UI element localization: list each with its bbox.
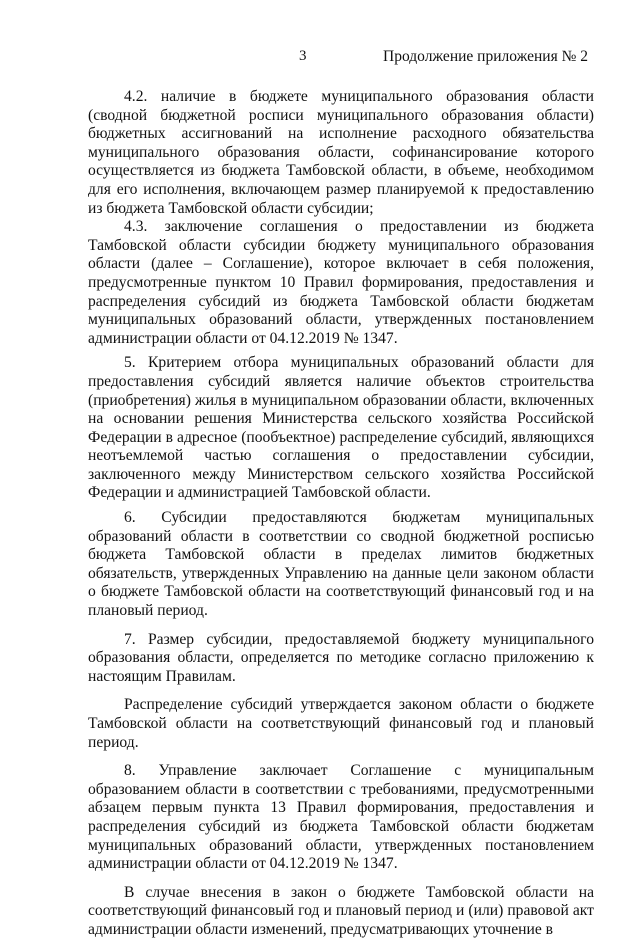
paragraph-4-3: 4.3. заключение соглашения о предоставлении из бюджета Тамбовской области субсидии бюджету муниципального образования области (далее – Соглашение), которое включает в себя положения, предусмотренные пунктом 10 Правил формирования, предоставления и распределения субсидий из бюджета Тамбовской области бюджетам муниципальных образований области, утвержденных постановлением администрации области от 04.12.2019 № 1347. bbox=[88, 218, 594, 347]
appendix-continuation-label: Продолжение приложения № 2 bbox=[383, 48, 588, 65]
paragraph-5: 5. Критерием отбора муниципальных образований области для предоставления субсидий является наличие объектов строительства (приобретения) жилья в муниципальном образовании области, включенных на основании решения Министерства сельского хозяйства Российской Федерации в адресное (пообъектное) распределение субсидий, являющихся неотъемлемой частью соглашения о предоставлении субсидии, заключенного между Министерством сельского хозяйства Российской Федерации и администрацией Тамбовской области. bbox=[88, 354, 594, 502]
paragraph-4-2: 4.2. наличие в бюджете муниципального образования области (сводной бюджетной росписи муниципального образования области) бюджетных ассигнований на исполнение расходного обязательства муниципального образования области, софинансирование которого осуществляется из бюджета Тамбовской области, в объеме, необходимом для его исполнения, включающем размер планируемой к предоставлению из бюджета Тамбовской области субсидии; bbox=[88, 88, 594, 217]
paragraph-distribution: Распределение субсидий утверждается законом области о бюджете Тамбовской области на соответствующий финансовый год и плановый период. bbox=[88, 696, 594, 751]
page-header bbox=[0, 48, 640, 68]
paragraph-6: 6. Субсидии предоставляются бюджетам муниципальных образований области в соответствии со сводной бюджетной росписью бюджета Тамбовской области в пределах лимитов бюджетных обязательств, утвержденных Управлению на данные цели законом области о бюджете Тамбовской области на соответствующий финансовый год и на плановый период. bbox=[88, 509, 594, 620]
page-number: 3 bbox=[299, 48, 307, 64]
paragraph-8: 8. Управление заключает Соглашение с муниципальным образованием области в соответствии с требованиями, предусмотренными абзацем первым пункта 13 Правил формирования, предоставления и распределения субсидий из бюджета Тамбовской области бюджетам муниципальных образований области, утвержденных постановлением администрации области от 04.12.2019 № 1347. bbox=[88, 762, 594, 873]
paragraph-7: 7. Размер субсидии, предоставляемой бюджету муниципального образования области, определяется по методике согласно приложению к настоящим Правилам. bbox=[88, 630, 594, 685]
paragraph-amendment: В случае внесения в закон о бюджете Тамбовской области на соответствующий финансовый год и плановый период и (или) правовой акт администрации области изменений, предусматривающих уточнение в bbox=[88, 883, 594, 938]
document-body bbox=[88, 88, 594, 940]
